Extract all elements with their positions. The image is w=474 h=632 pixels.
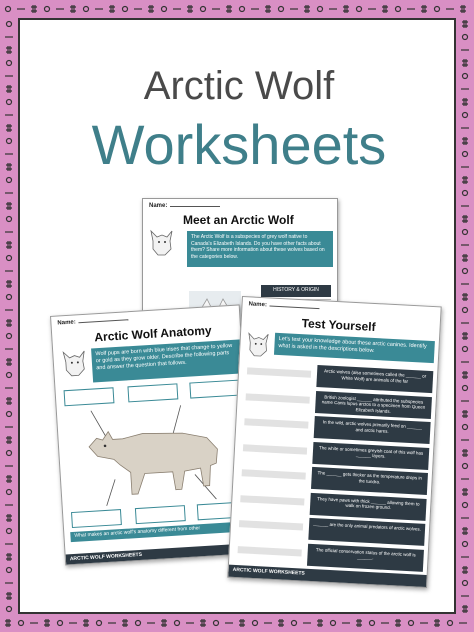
answer-line[interactable]	[246, 393, 310, 403]
question-text: In the wild, arctic wolves primarily feed on ______ and arctic hares.	[314, 416, 431, 444]
question-text: They have paws with thick ______ allowing them to walk on frozen ground.	[310, 492, 427, 520]
intro-text-box: Let's test your knowledge about these arctic canines. Identify what is asked in the descriptions below.	[274, 333, 435, 363]
title-line-1: Arctic Wolf	[143, 64, 335, 108]
answer-line[interactable]	[239, 520, 303, 530]
footer-bar: ARCTIC WOLF WORKSHEETS	[66, 543, 255, 566]
question-text: ______ are the only animal predators of arctic wolves.	[308, 518, 425, 546]
question-box: What makes an arctic wolf's anatomy different from other	[70, 521, 248, 542]
wolf-photo	[81, 402, 237, 507]
answer-line[interactable]	[244, 418, 308, 428]
answer-line[interactable]	[238, 546, 302, 556]
wolf-icon	[246, 329, 271, 358]
worksheet-test-yourself	[227, 296, 441, 588]
worksheet-anatomy	[50, 304, 255, 565]
wolf-icon	[61, 347, 89, 379]
answer-line[interactable]	[247, 367, 311, 377]
answer-line[interactable]	[242, 469, 306, 479]
question-text: The white or sometimes greyish coat of this wolf has ______ layers.	[312, 441, 429, 469]
worksheet-heading: Test Yourself	[301, 316, 376, 335]
intro-text-box: The Arctic Wolf is a subspecies of grey wolf native to Canada's Elizabeth Islands. Do you have other facts about them? Share more information about these wolves based on the categories below.	[187, 231, 333, 267]
question-text: Arctic wolves (also sometimes called the ______ or White Wolf) are animals of the far	[316, 365, 433, 393]
wolf-icon	[149, 227, 175, 257]
answer-box[interactable]	[189, 380, 240, 399]
question-text: British zoologist ______ attributed the subspecies name Canis lupus arctos to a specimen from Queen Elizabeth Islands.	[315, 391, 432, 419]
answer-line[interactable]	[240, 495, 304, 505]
question-text: The official conservation status of the arctic wolf is ______.	[307, 543, 424, 571]
name-label: Name:	[149, 203, 220, 209]
name-label: Name:	[248, 301, 320, 311]
answer-box[interactable]	[135, 505, 186, 524]
footer-bar: ARCTIC WOLF WORKSHEETS	[228, 565, 428, 588]
section-label: HISTORY & ORIGIN	[261, 285, 331, 297]
question-text: The ______ gets thicker as the temperature drops in the tundra.	[311, 467, 428, 495]
content-area	[18, 18, 456, 614]
answer-box[interactable]	[127, 383, 178, 402]
answer-box[interactable]	[64, 387, 115, 406]
title-line-2: Worksheets	[91, 113, 387, 176]
intro-text-box: Wolf pups are born with blue irises that change to yellow or gold as they grow older. Describe the following parts and answer the question that follows.	[91, 339, 243, 382]
name-label: Name:	[57, 316, 129, 326]
worksheet-heading: Arctic Wolf Anatomy	[93, 323, 212, 345]
answer-box[interactable]	[71, 509, 122, 528]
answer-line[interactable]	[243, 444, 307, 454]
worksheet-heading: Meet an Arctic Wolf	[183, 213, 294, 227]
